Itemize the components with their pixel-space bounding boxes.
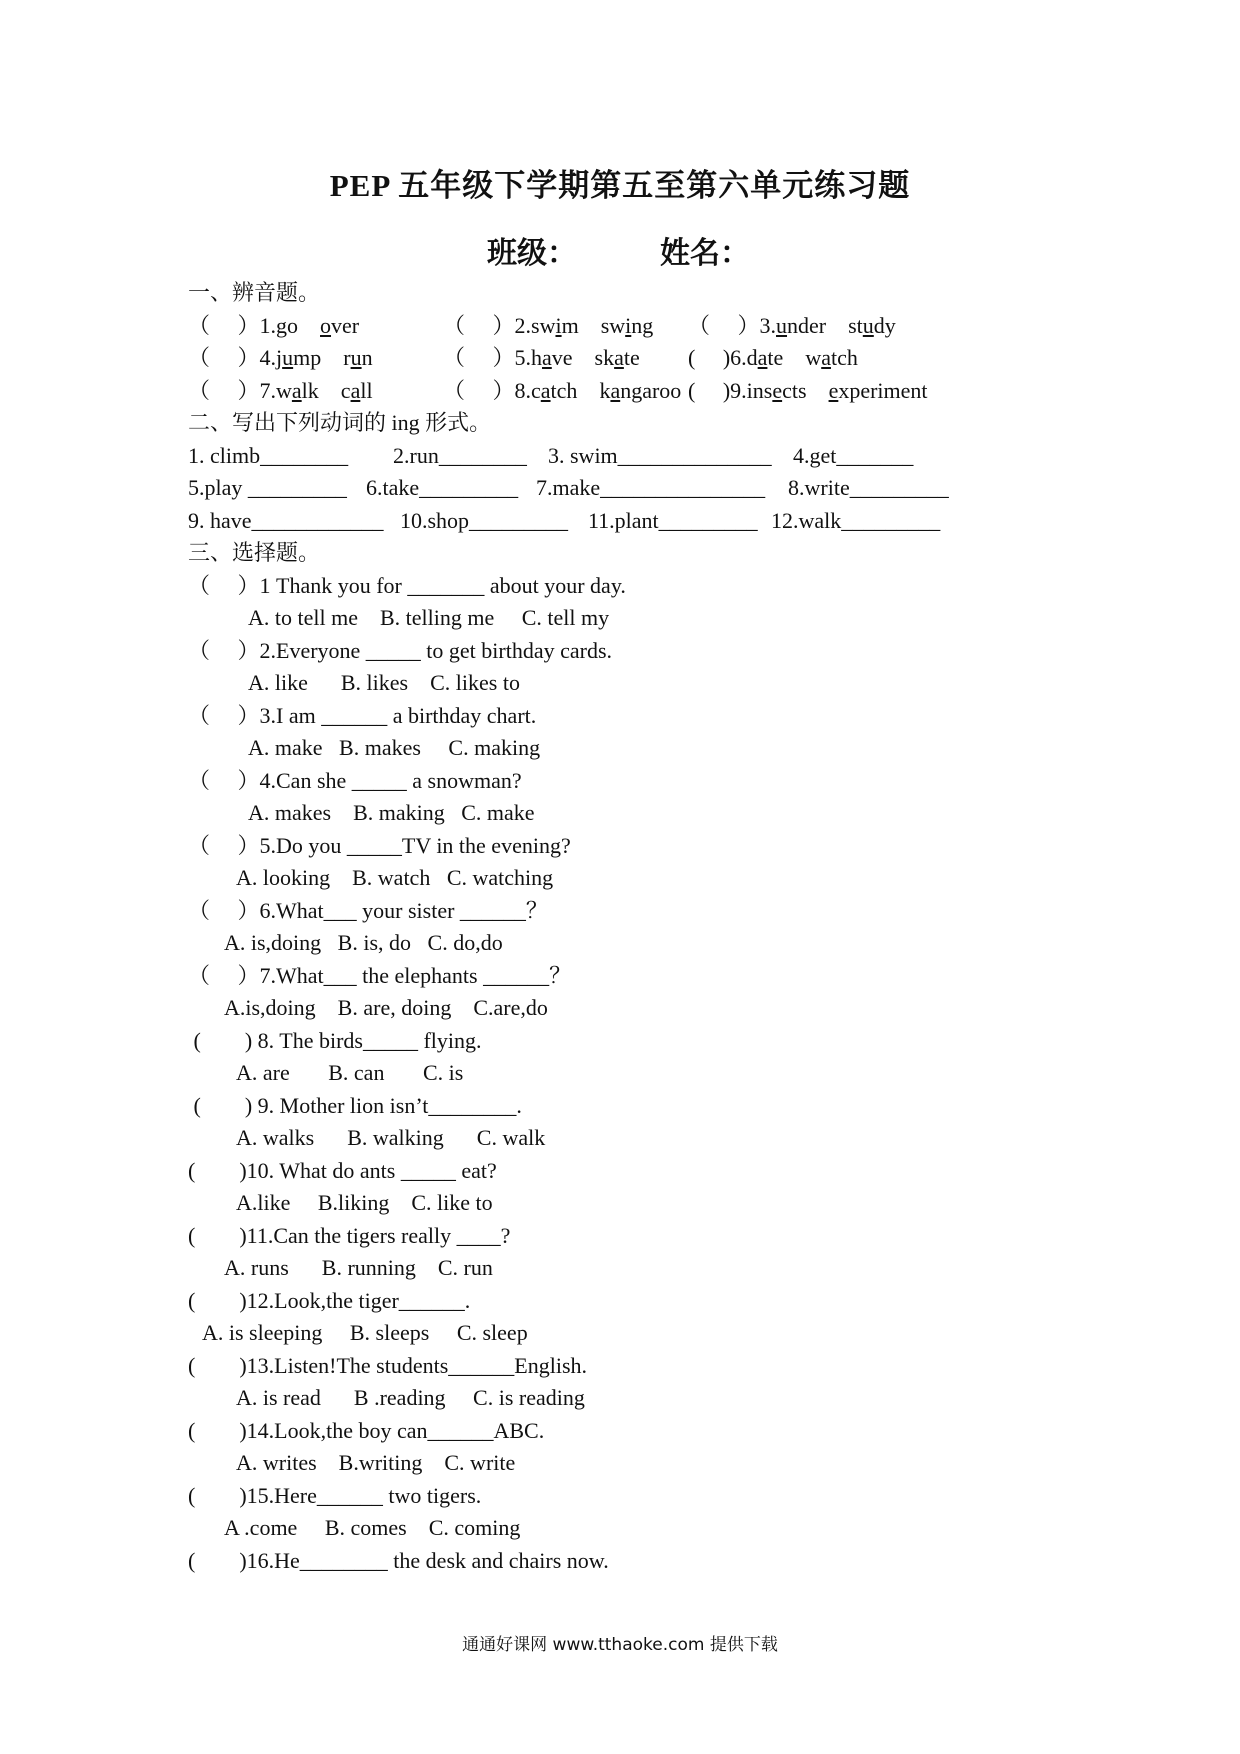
section-heading-ing: 二、写出下列动词的 ing 形式。 — [188, 410, 492, 435]
phonics-item — [188, 342, 373, 375]
word-two: swing — [600, 312, 654, 338]
multiple-choice-section — [188, 570, 1068, 1578]
name-label: 姓名： — [660, 237, 750, 270]
question-line: ( )12.Look,the tiger______. — [188, 1287, 471, 1313]
ing-blank-item: 6.take_________ — [366, 475, 519, 500]
word-one: insects — [746, 377, 807, 403]
answer-paren: ( ) — [688, 345, 731, 370]
word-two: call — [340, 377, 373, 403]
word-one: date — [746, 345, 784, 370]
item-number: 2. — [514, 312, 532, 338]
question-line: ( )10. What do ants _____ eat? — [188, 1157, 497, 1183]
question-options: A.like B.liking C. like to — [236, 1190, 493, 1215]
ing-blank-item: 12.walk_________ — [771, 507, 941, 533]
question-options: A.is,doing B. are, doing C.are,do — [224, 995, 548, 1020]
underlined-letter: a — [540, 377, 551, 403]
ing-blank-item: 3. swim______________ — [548, 442, 772, 468]
question-line: （ ）2.Everyone _____ to get birthday cards. — [188, 637, 613, 663]
question-line: （ ）5.Do you _____TV in the evening? — [188, 832, 571, 858]
question-line: ( )16.He________ the desk and chairs now. — [188, 1547, 609, 1573]
ing-section — [188, 440, 1068, 538]
phonics-item — [688, 310, 896, 343]
underlined-letter: i — [555, 312, 562, 338]
item-number: 3. — [759, 312, 777, 338]
word-two: over — [320, 312, 360, 338]
ing-blank-item: 7.make_______________ — [536, 475, 766, 500]
underlined-letter: a — [757, 345, 768, 370]
item-number: 9. — [730, 377, 747, 403]
answer-paren: （ ） — [443, 377, 515, 403]
phonics-item — [443, 310, 653, 343]
exercise-content — [188, 277, 1068, 1577]
answer-paren: （ ） — [688, 312, 760, 338]
footer-credit: 通通好课网 www.tthaoke.com 提供下载 — [462, 1635, 778, 1655]
phonics-item — [688, 342, 858, 375]
question-options: A. to tell me B. telling me C. tell my — [248, 605, 610, 630]
underlined-letter: u — [776, 312, 788, 338]
ing-blank-item: 10.shop_________ — [400, 507, 569, 533]
item-number: 5. — [514, 345, 532, 370]
underlined-letter: a — [291, 377, 302, 403]
question-line: ( )15.Here______ two tigers. — [188, 1482, 482, 1508]
underlined-letter: u — [282, 345, 294, 370]
ing-blank-item: 11.plant_________ — [588, 507, 758, 533]
underlined-letter: u — [350, 345, 362, 370]
word-one: walk — [276, 377, 319, 403]
question-line: ( ) 9. Mother lion isn’t________. — [188, 1092, 522, 1118]
underlined-letter: a — [610, 377, 621, 403]
phonics-row — [188, 342, 1068, 375]
item-number: 7. — [259, 377, 277, 403]
question-line: （ ）3.I am ______ a birthday chart. — [188, 702, 537, 728]
item-number: 8. — [514, 377, 532, 403]
underlined-letter: i — [625, 312, 632, 338]
word-two: skate — [594, 345, 640, 370]
question-options: A. is read B .reading C. is reading — [236, 1385, 585, 1410]
answer-paren: （ ） — [188, 312, 260, 338]
answer-paren: （ ） — [188, 345, 260, 370]
word-one: go — [276, 312, 299, 338]
page-title: PEP 五年级下学期第五至第六单元练习题 — [329, 168, 911, 203]
section-heading-phonics: 一、辨音题。 — [188, 280, 321, 305]
question-options: A. writes B.writing C. write — [236, 1450, 516, 1475]
phonics-row — [188, 375, 1068, 408]
word-one: jump — [276, 345, 322, 370]
underlined-letter: e — [772, 377, 783, 403]
phonics-item — [688, 375, 928, 408]
ing-blank-item: 1. climb________ — [188, 442, 349, 468]
question-options: A. are B. can C. is — [236, 1060, 464, 1085]
ing-row — [188, 440, 1068, 473]
answer-paren: ( ) — [688, 377, 731, 403]
phonics-item — [443, 375, 681, 408]
item-number: 6. — [730, 345, 747, 370]
phonics-item — [188, 375, 373, 408]
ing-row — [188, 505, 1068, 538]
question-line: ( )14.Look,the boy can______ABC. — [188, 1417, 545, 1443]
word-one: catch — [531, 377, 578, 403]
ing-blank-item: 5.play _________ — [188, 475, 347, 500]
word-two: experiment — [828, 377, 928, 403]
answer-paren: （ ） — [188, 377, 260, 403]
underlined-letter: a — [542, 345, 552, 370]
underlined-letter: a — [350, 377, 361, 403]
underlined-letter: a — [614, 345, 624, 370]
word-one: have — [531, 345, 573, 370]
question-options: A. make B. makes C. making — [248, 735, 541, 760]
word-two: kangaroo — [599, 377, 682, 403]
underlined-letter: o — [320, 312, 332, 338]
phonics-item — [188, 310, 359, 343]
ing-blank-item: 9. have____________ — [188, 507, 384, 533]
section-heading-choice: 三、选择题。 — [188, 540, 321, 565]
underlined-letter: e — [828, 377, 839, 403]
phonics-item — [443, 342, 640, 375]
phonics-row — [188, 310, 1068, 343]
question-line: （ ）7.What___ the elephants ______？ — [188, 962, 572, 988]
question-line: （ ）1 Thank you for _______ about your day. — [188, 572, 626, 598]
word-two: study — [848, 312, 896, 338]
question-line: ( )11.Can the tigers really ____? — [188, 1222, 511, 1248]
question-options: A. walks B. walking C. walk — [236, 1125, 546, 1150]
underlined-letter: u — [862, 312, 874, 338]
answer-paren: （ ） — [443, 345, 515, 370]
word-one: swim — [531, 312, 579, 338]
question-options: A. makes B. making C. make — [248, 800, 535, 825]
ing-row — [188, 472, 1068, 505]
question-options: A. is sleeping B. sleeps C. sleep — [202, 1320, 528, 1345]
ing-blank-item: 2.run________ — [393, 442, 527, 468]
underlined-letter: g — [276, 312, 288, 338]
item-number: 4. — [259, 345, 277, 370]
question-options: A. is,doing B. is, do C. do,do — [224, 930, 503, 955]
item-number: 1. — [259, 312, 277, 338]
question-line: （ ）4.Can she _____ a snowman? — [188, 767, 522, 793]
question-options: A. like B. likes C. likes to — [248, 670, 520, 695]
word-one: under — [776, 312, 827, 338]
question-options: A .come B. comes C. coming — [224, 1515, 521, 1540]
question-line: （ ）6.What___ your sister ______？ — [188, 897, 548, 923]
class-label: 班级： — [487, 237, 577, 270]
question-line: ( ) 8. The birds_____ flying. — [188, 1027, 482, 1053]
question-line: ( )13.Listen!The students______English. — [188, 1352, 588, 1378]
ing-blank-item: 4.get_______ — [793, 442, 914, 468]
answer-paren: （ ） — [443, 312, 515, 338]
word-two: run — [343, 345, 373, 370]
question-options: A. runs B. running C. run — [224, 1255, 493, 1280]
underlined-letter: a — [821, 345, 831, 370]
ing-blank-item: 8.write_________ — [788, 475, 949, 500]
phonics-section — [188, 310, 1068, 408]
question-options: A. looking B. watch C. watching — [236, 865, 554, 890]
word-two: watch — [805, 345, 858, 370]
